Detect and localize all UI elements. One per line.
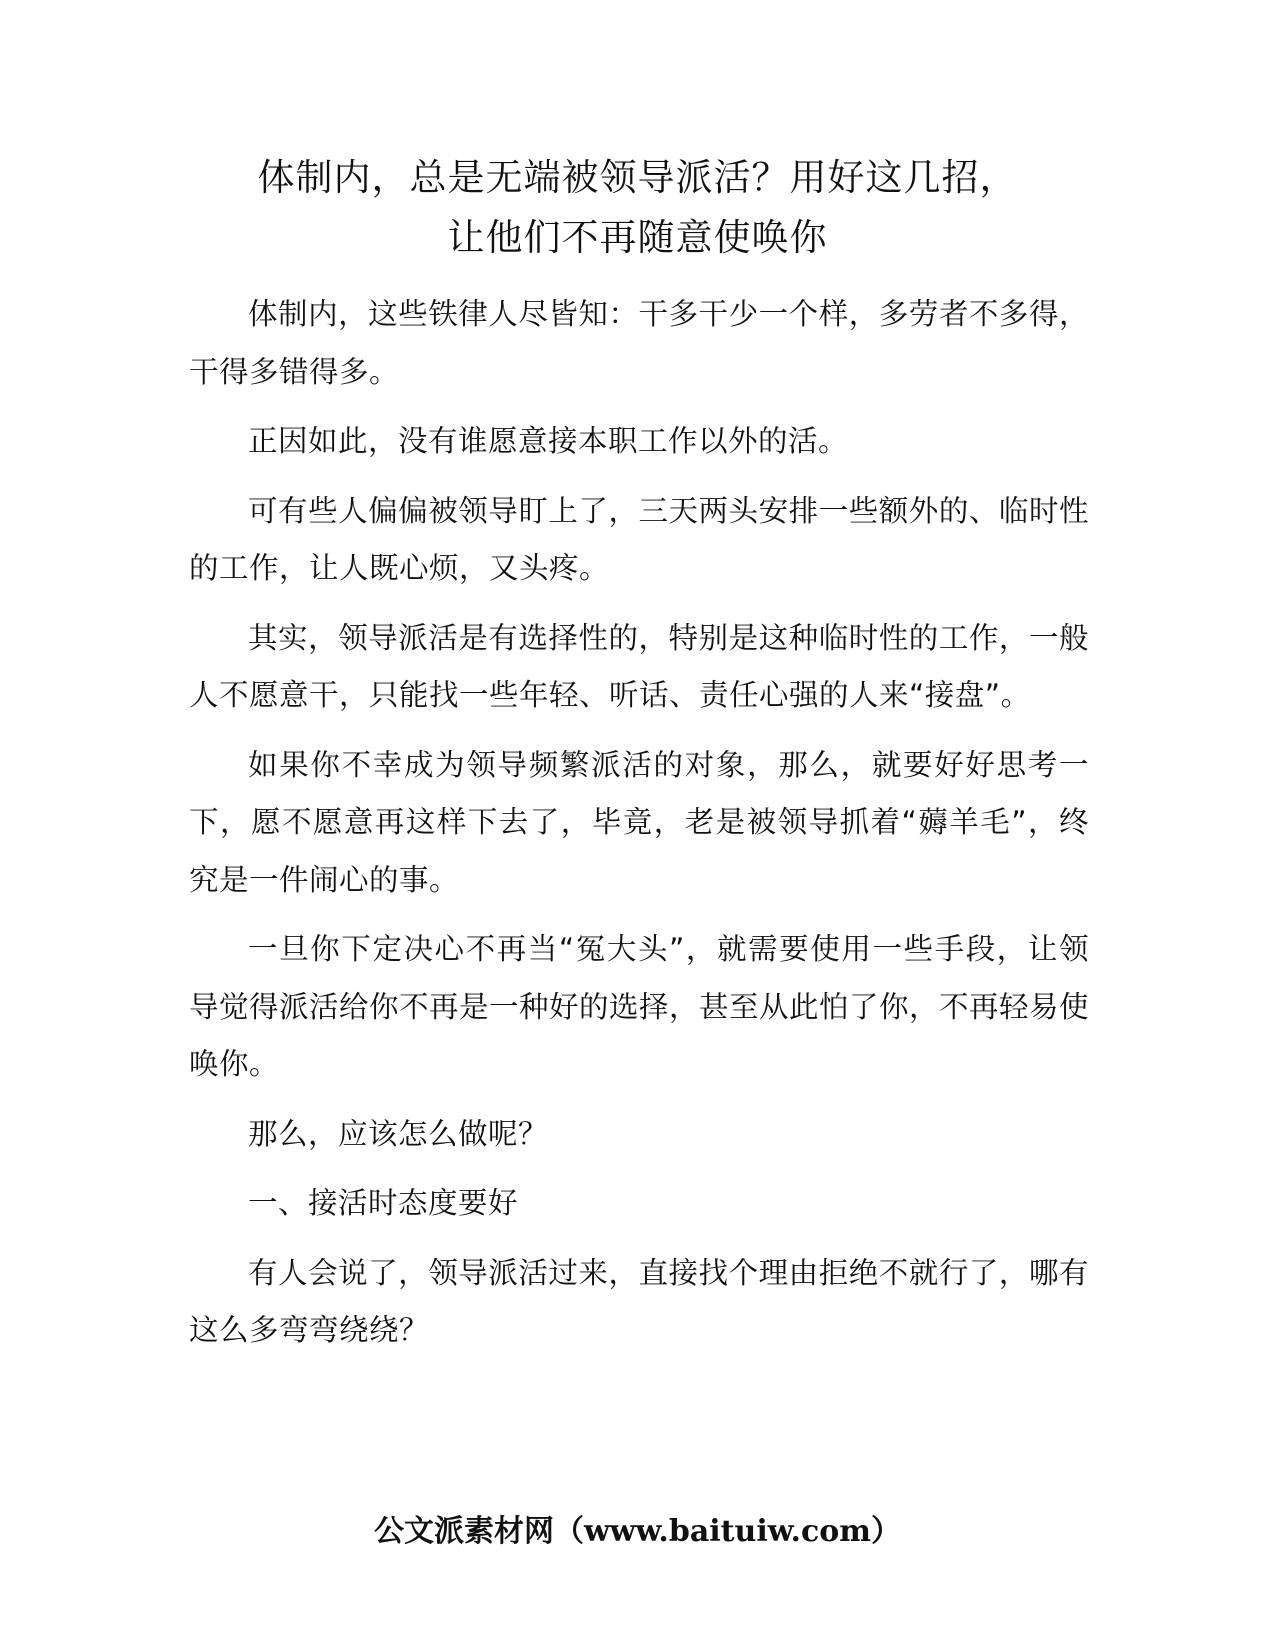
title-line-1: 体制内，总是无端被领导派活？用好这几招， [257,156,1018,199]
document-body [189,286,1089,1372]
title-line-2: 让他们不再随意使唤你 [447,216,828,259]
paragraph: 有人会说了，领导派活过来，直接找个理由拒绝不就行了，哪有这么多弯弯绕绕？ [189,1255,1089,1347]
paragraph: 如果你不幸成为领导频繁派活的对象，那么，就要好好思考一下，愿不愿意再这样下去了，毕竟，老是被领导抓着“薅羊毛”，终究是一件闹心的事。 [189,747,1089,897]
paragraph: 体制内，这些铁律人尽皆知：干多干少一个样，多劳者不多得，干得多错得多。 [189,297,1089,389]
paragraph: 正因如此，没有谁愿意接本职工作以外的活。 [248,424,849,458]
document-title [150,148,1125,268]
paragraph: 可有些人偏偏被领导盯上了，三天两头安排一些额外的、临时性的工作，让人既心烦，又头疼。 [189,493,1089,585]
paragraph: 那么，应该怎么做呢？ [248,1116,549,1151]
page-footer: 公文派素材网（www.baituiw.com） [373,1514,902,1549]
paragraph: 一旦你下定决心不再当“冤大头”，就需要使用一些手段，让领导觉得派活给你不再是一种好的选择，甚至从此怕了你，不再轻易使唤你。 [189,932,1090,1081]
section-heading: 一、接活时态度要好 [248,1186,519,1220]
paragraph: 其实，领导派活是有选择性的，特别是这种临时性的工作，一般人不愿意干，只能找一些年轻、听话、责任心强的人来“接盘”。 [189,620,1089,712]
